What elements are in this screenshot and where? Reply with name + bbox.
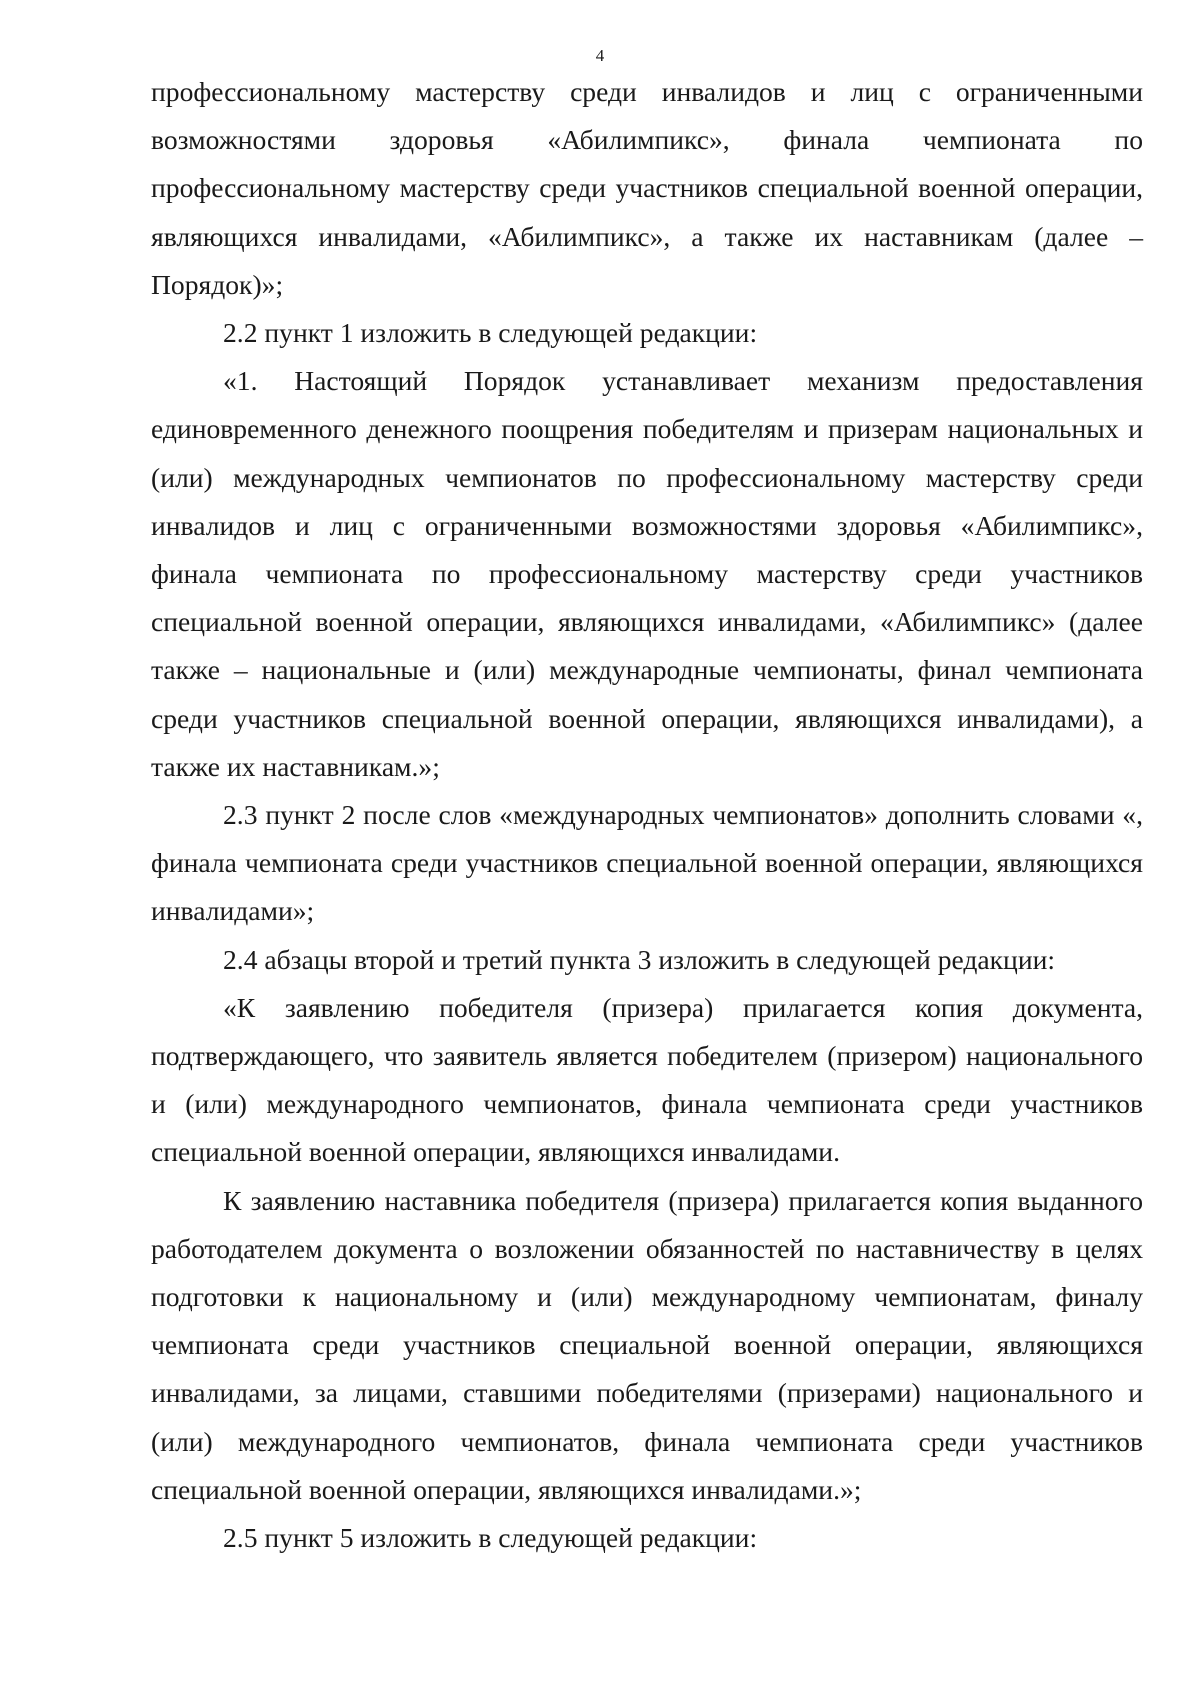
paragraph-2-2: 2.2 пункт 1 изложить в следующей редакции: (223, 317, 758, 349)
paragraph-2-5: 2.5 пункт 5 изложить в следующей редакции: (223, 1522, 758, 1554)
paragraph-point-1-text: «1. Настоящий Порядок устанавливает механизм предоставления единовременного денежного поощрения победителям и призерам национальных и (или) международных чемпионатов по профессиональному мастерству среди инвалидов и лиц с ограниченными возможностями здоровья «Абилимпикс», финала чемпионата по профессиональному мастерству среди участников специальной военной операции, являющихся инвалидами, «Абилимпикс» (далее также – национальные и (или) международные чемпионаты, финал чемпионата среди участников специальной военной операции, являющихся инвалидами), а также их наставникам.»; (151, 365, 1143, 782)
document-body (151, 68, 1143, 1562)
paragraph-continuation: профессиональному мастерству среди инвалидов и лиц с ограниченными возможностями здоровья «Абилимпикс», финала чемпионата по профессиональному мастерству среди участников специальной военной операции, являющихся инвалидами, «Абилимпикс», а также их наставникам (далее – Порядок)»; (151, 76, 1143, 300)
paragraph-2-3: 2.3 пункт 2 после слов «международных чемпионатов» дополнить словами «, финала чемпионата среди участников специальной военной операции, являющихся инвалидами»; (151, 799, 1143, 927)
paragraph-winner-application: «К заявлению победителя (призера) прилагается копия документа, подтверждающего, что заявитель является победителем (призером) национального и (или) международного чемпионатов, финала чемпионата среди участников специальной военной операции, являющихся инвалидами. (151, 991, 1143, 1168)
paragraph-mentor-application: К заявлению наставника победителя (призера) прилагается копия выданного работодателем документа о возложении обязанностей по наставничеству в целях подготовки к национальному и (или) международному чемпионатам, финалу чемпионата среди участников специальной военной операции, являющихся инвалидами, за лицами, ставшими победителями (призерами) национального и (или) международного чемпионатов, финала чемпионата среди участников специальной военной операции, являющихся инвалидами.»; (151, 1184, 1143, 1505)
page-number: 4 (595, 46, 605, 65)
paragraph-2-4: 2.4 абзацы второй и третий пункта 3 изложить в следующей редакции: (223, 943, 1056, 975)
